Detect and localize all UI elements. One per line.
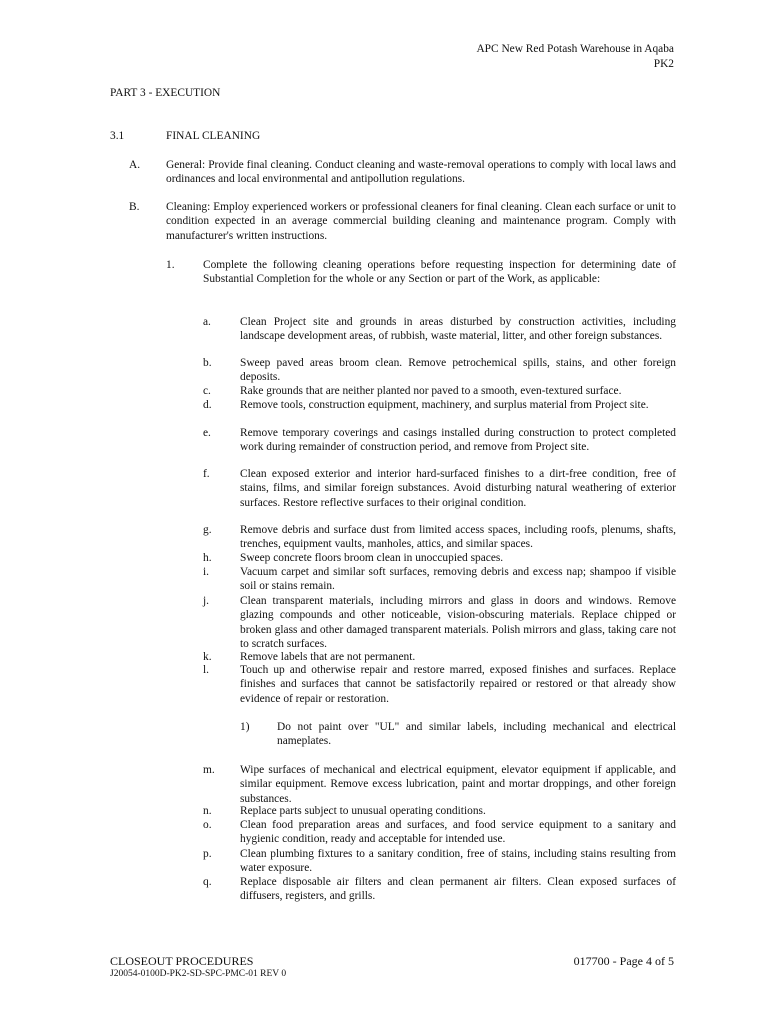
item-label: g. xyxy=(203,524,212,536)
item-label: c. xyxy=(203,385,211,397)
section-number: 3.1 xyxy=(110,130,125,142)
footer-page: 017700 - Page 4 of 5 xyxy=(573,954,674,968)
section-title: FINAL CLEANING xyxy=(166,130,261,142)
item-label: d. xyxy=(203,399,212,411)
item-text: Replace disposable air filters and clean permanent air filters. Clean exposed surfaces of diffusers, registers, and grills. xyxy=(240,876,676,903)
item-label: n. xyxy=(203,805,212,817)
item-label: k. xyxy=(203,651,212,663)
para-a-text: General: Provide final cleaning. Conduct cleaning and waste-removal operations to comply with local laws and ordinances and local environmental and antipollution regulations. xyxy=(166,159,676,186)
item-text: Remove debris and surface dust from limited access spaces, including roofs, plenums, shafts, trenches, equipment vaults, manholes, attics, and similar spaces. xyxy=(240,524,676,551)
item-text: Clean Project site and grounds in areas disturbed by construction activities, including landscape development areas, of rubbish, waste material, litter, and other foreign substances. xyxy=(240,316,676,343)
page-header xyxy=(274,42,674,72)
item-label: b. xyxy=(203,357,212,369)
item-label: o. xyxy=(203,819,212,831)
para-b-text: Cleaning: Employ experienced workers or professional cleaners for final cleaning. Clean each surface or unit to condition expected in an average commercial building cleaning and maintenance program. Comply with manufacturer's written instructions. xyxy=(166,201,676,242)
subitem-text: Do not paint over "UL" and similar labels, including mechanical and electrical nameplates. xyxy=(277,721,676,748)
item-text: Clean food preparation areas and surfaces, and food service equipment to a sanitary and hygienic condition, ready and acceptable for intended use. xyxy=(240,819,676,846)
footer-docno: J20054-0100D-PK2-SD-SPC-PMC-01 REV 0 xyxy=(110,969,287,979)
item-text: Touch up and otherwise repair and restore marred, exposed finishes and surfaces. Replace finishes and surfaces that cannot be satisfactorily repaired or restored or that already show evidence of repair or restoration. xyxy=(240,664,676,705)
item-text: Sweep paved areas broom clean. Remove petrochemical spills, stains, and other foreign deposits. xyxy=(240,357,676,384)
item-text: Rake grounds that are neither planted nor paved to a smooth, even-textured surface. xyxy=(240,385,622,397)
item-text: Clean exposed exterior and interior hard-surfaced finishes to a dirt-free condition, free of stains, films, and similar foreign substances. Avoid disturbing natural weathering of exterior surfaces. Restore reflective surfaces to their original condition. xyxy=(240,468,676,509)
item-label: l. xyxy=(203,664,210,676)
item-text: Vacuum carpet and similar soft surfaces, removing debris and excess nap; shampoo if visible soil or stains remain. xyxy=(240,566,676,593)
header-package: PK2 xyxy=(653,58,674,70)
item-text: Clean transparent materials, including mirrors and glass in doors and windows. Remove glazing compounds and other noticeable, vision-obscuring materials. Replace chipped or broken glass and other damaged transparent materials. Polish mirrors and glass, taking care not to scratch surfaces. xyxy=(240,595,676,651)
item-text: Replace parts subject to unusual operating conditions. xyxy=(240,805,486,817)
item-label: m. xyxy=(203,764,215,776)
item-label: q. xyxy=(203,876,212,888)
item-label: i. xyxy=(203,566,210,578)
item-text: Clean plumbing fixtures to a sanitary condition, free of stains, including stains resulting from water exposure. xyxy=(240,848,676,875)
sub-1-label: 1. xyxy=(166,259,175,271)
para-a-label: A. xyxy=(129,159,141,171)
sub-1-text: Complete the following cleaning operations before requesting inspection for determining date of Substantial Completion for the whole or any Section or part of the Work, as applicable: xyxy=(203,259,676,286)
para-b-label: B. xyxy=(129,201,140,213)
item-text: Wipe surfaces of mechanical and electrical equipment, elevator equipment if applicable, and similar equipment. Remove excess lubrication, paint and mortar droppings, and other foreign substances. xyxy=(240,764,676,805)
item-label: h. xyxy=(203,552,212,564)
part-heading: PART 3 - EXECUTION xyxy=(110,87,221,99)
item-label: j. xyxy=(203,595,210,607)
item-label: p. xyxy=(203,848,212,860)
item-label: a. xyxy=(203,316,211,328)
item-label: e. xyxy=(203,427,211,439)
item-text: Sweep concrete floors broom clean in unoccupied spaces. xyxy=(240,552,504,564)
item-label: f. xyxy=(203,468,210,480)
item-text: Remove temporary coverings and casings installed during construction to protect completed work during remainder of construction period, and remove from Project site. xyxy=(240,427,676,454)
item-text: Remove tools, construction equipment, machinery, and surplus material from Project site. xyxy=(240,399,649,411)
footer-title: CLOSEOUT PROCEDURES xyxy=(110,954,254,968)
header-project: APC New Red Potash Warehouse in Aqaba xyxy=(476,43,674,55)
subitem-label: 1) xyxy=(240,721,250,733)
item-text: Remove labels that are not permanent. xyxy=(240,651,416,663)
